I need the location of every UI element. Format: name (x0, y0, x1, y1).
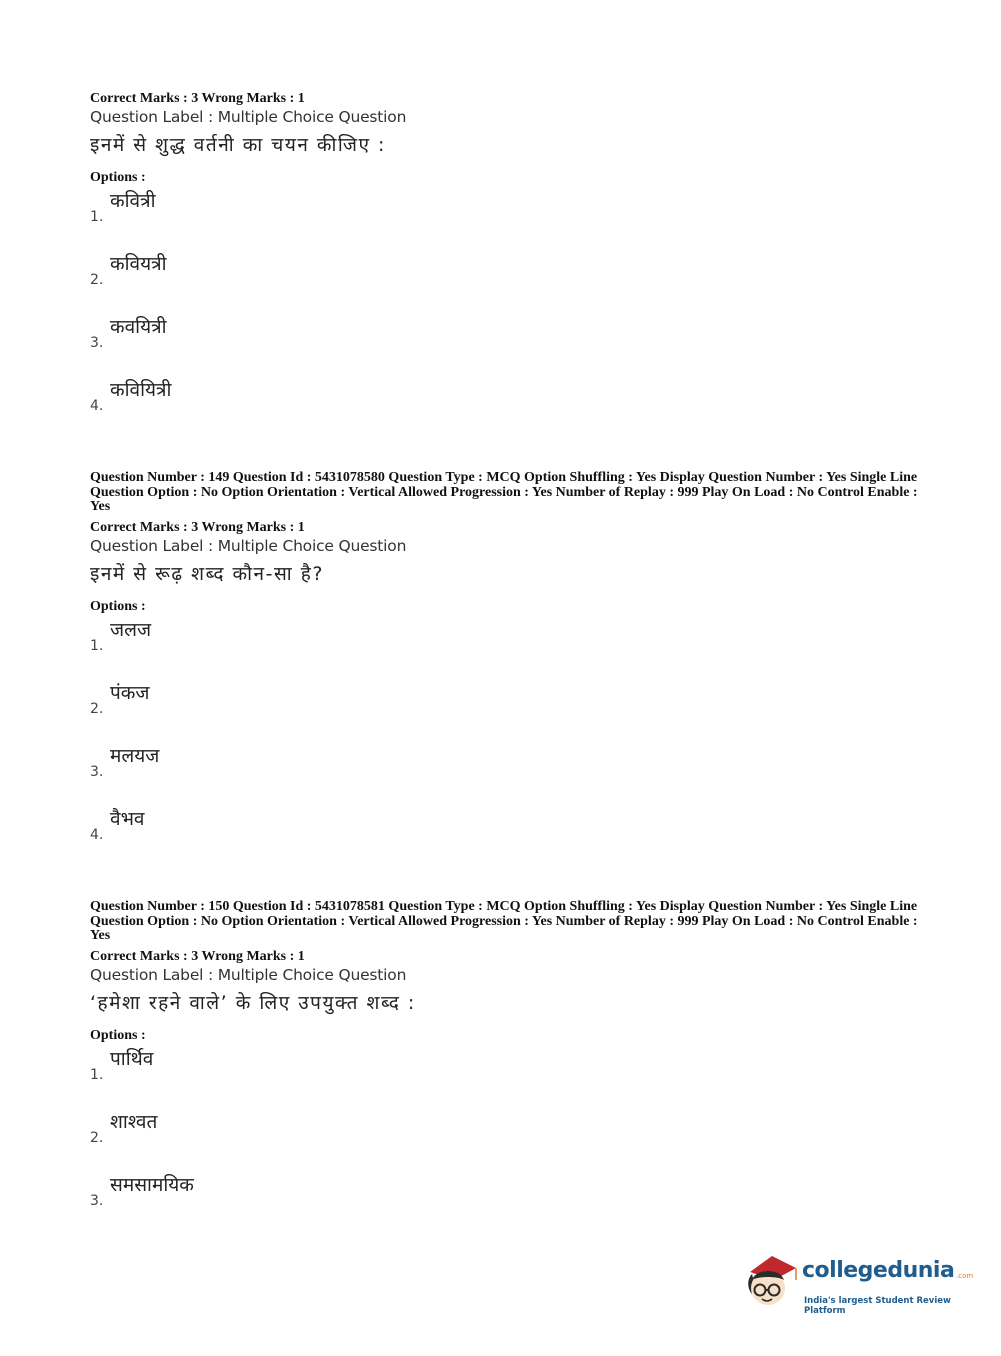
option-text: शाश्वत (110, 1110, 158, 1133)
option-text: वैभव (110, 807, 145, 830)
option-1[interactable] (90, 1045, 920, 1108)
option-number: 2. (90, 1129, 104, 1146)
option-4[interactable] (90, 376, 920, 439)
marks-line: Correct Marks : 3 Wrong Marks : 1 (90, 948, 305, 964)
mascot-icon (742, 1250, 802, 1314)
option-text: कवियत्री (110, 253, 167, 275)
option-text: पंकज (110, 681, 150, 704)
option-number: 1. (90, 209, 104, 225)
question-label: Question Label : Multiple Choice Question (90, 965, 407, 984)
marks-line: Correct Marks : 3 Wrong Marks : 1 (90, 91, 305, 106)
option-4[interactable] (90, 805, 920, 868)
collegedunia-logo[interactable] (742, 1250, 972, 1314)
option-3[interactable] (90, 1171, 920, 1234)
option-number: 3. (90, 335, 104, 351)
option-number: 2. (90, 272, 104, 288)
option-text: कवयित्री (110, 316, 167, 338)
option-2[interactable] (90, 679, 920, 742)
option-3[interactable] (90, 742, 920, 805)
question-block-2 (90, 471, 920, 868)
question-meta: Question Number : 150 Question Id : 5431078581 Question Type : MCQ Option Shuffling : Yes Display Question Number : Yes Single Line Question Option : No Option Orientation : Vertical Allowed Progression : Yes Number of Replay : 999 Play On Load : No Control Enable : Yes (90, 899, 918, 943)
question-stem: ‘हमेशा रहने वाले’ के लिए उपयुक्त शब्द : (90, 991, 416, 1014)
option-text: मलयज (110, 744, 160, 767)
options-title: Options : (90, 598, 146, 614)
option-number: 4. (90, 398, 104, 414)
option-text: जलज (110, 618, 152, 641)
option-1[interactable] (90, 187, 920, 250)
marks-line: Correct Marks : 3 Wrong Marks : 1 (90, 519, 305, 535)
question-meta: Question Number : 149 Question Id : 5431078580 Question Type : MCQ Option Shuffling : Yes Display Question Number : Yes Single Line Question Option : No Option Orientation : Vertical Allowed Progression : Yes Number of Replay : 999 Play On Load : No Control Enable : Yes (90, 470, 918, 514)
option-3[interactable] (90, 313, 920, 376)
question-label: Question Label : Multiple Choice Question (90, 108, 407, 126)
question-block-3 (90, 900, 920, 1234)
option-2[interactable] (90, 250, 920, 313)
options-title: Options : (90, 1027, 146, 1043)
option-number: 1. (90, 637, 104, 654)
option-number: 3. (90, 763, 104, 780)
option-text: कवित्री (110, 190, 156, 212)
question-stem: इनमें से रूढ़ शब्द कौन-सा है? (90, 562, 324, 585)
option-text: पार्थिव (110, 1047, 154, 1070)
question-label: Question Label : Multiple Choice Question (90, 536, 407, 555)
option-text: समसामयिक (110, 1173, 194, 1196)
option-number: 4. (90, 826, 104, 843)
option-text: कवियित्री (110, 379, 172, 401)
option-number: 3. (90, 1192, 104, 1209)
options-title: Options : (90, 170, 146, 185)
question-stem: इनमें से शुद्ध वर्तनी का चयन कीजिए : (90, 134, 386, 156)
option-number: 1. (90, 1066, 104, 1083)
brand-tagline: India's largest Student Review Platform (804, 1296, 951, 1316)
option-1[interactable] (90, 616, 920, 679)
brand-name: collegedunia (802, 1258, 955, 1283)
question-block-1 (90, 91, 920, 439)
option-number: 2. (90, 700, 104, 717)
brand-domain: .com (956, 1272, 974, 1280)
option-2[interactable] (90, 1108, 920, 1171)
